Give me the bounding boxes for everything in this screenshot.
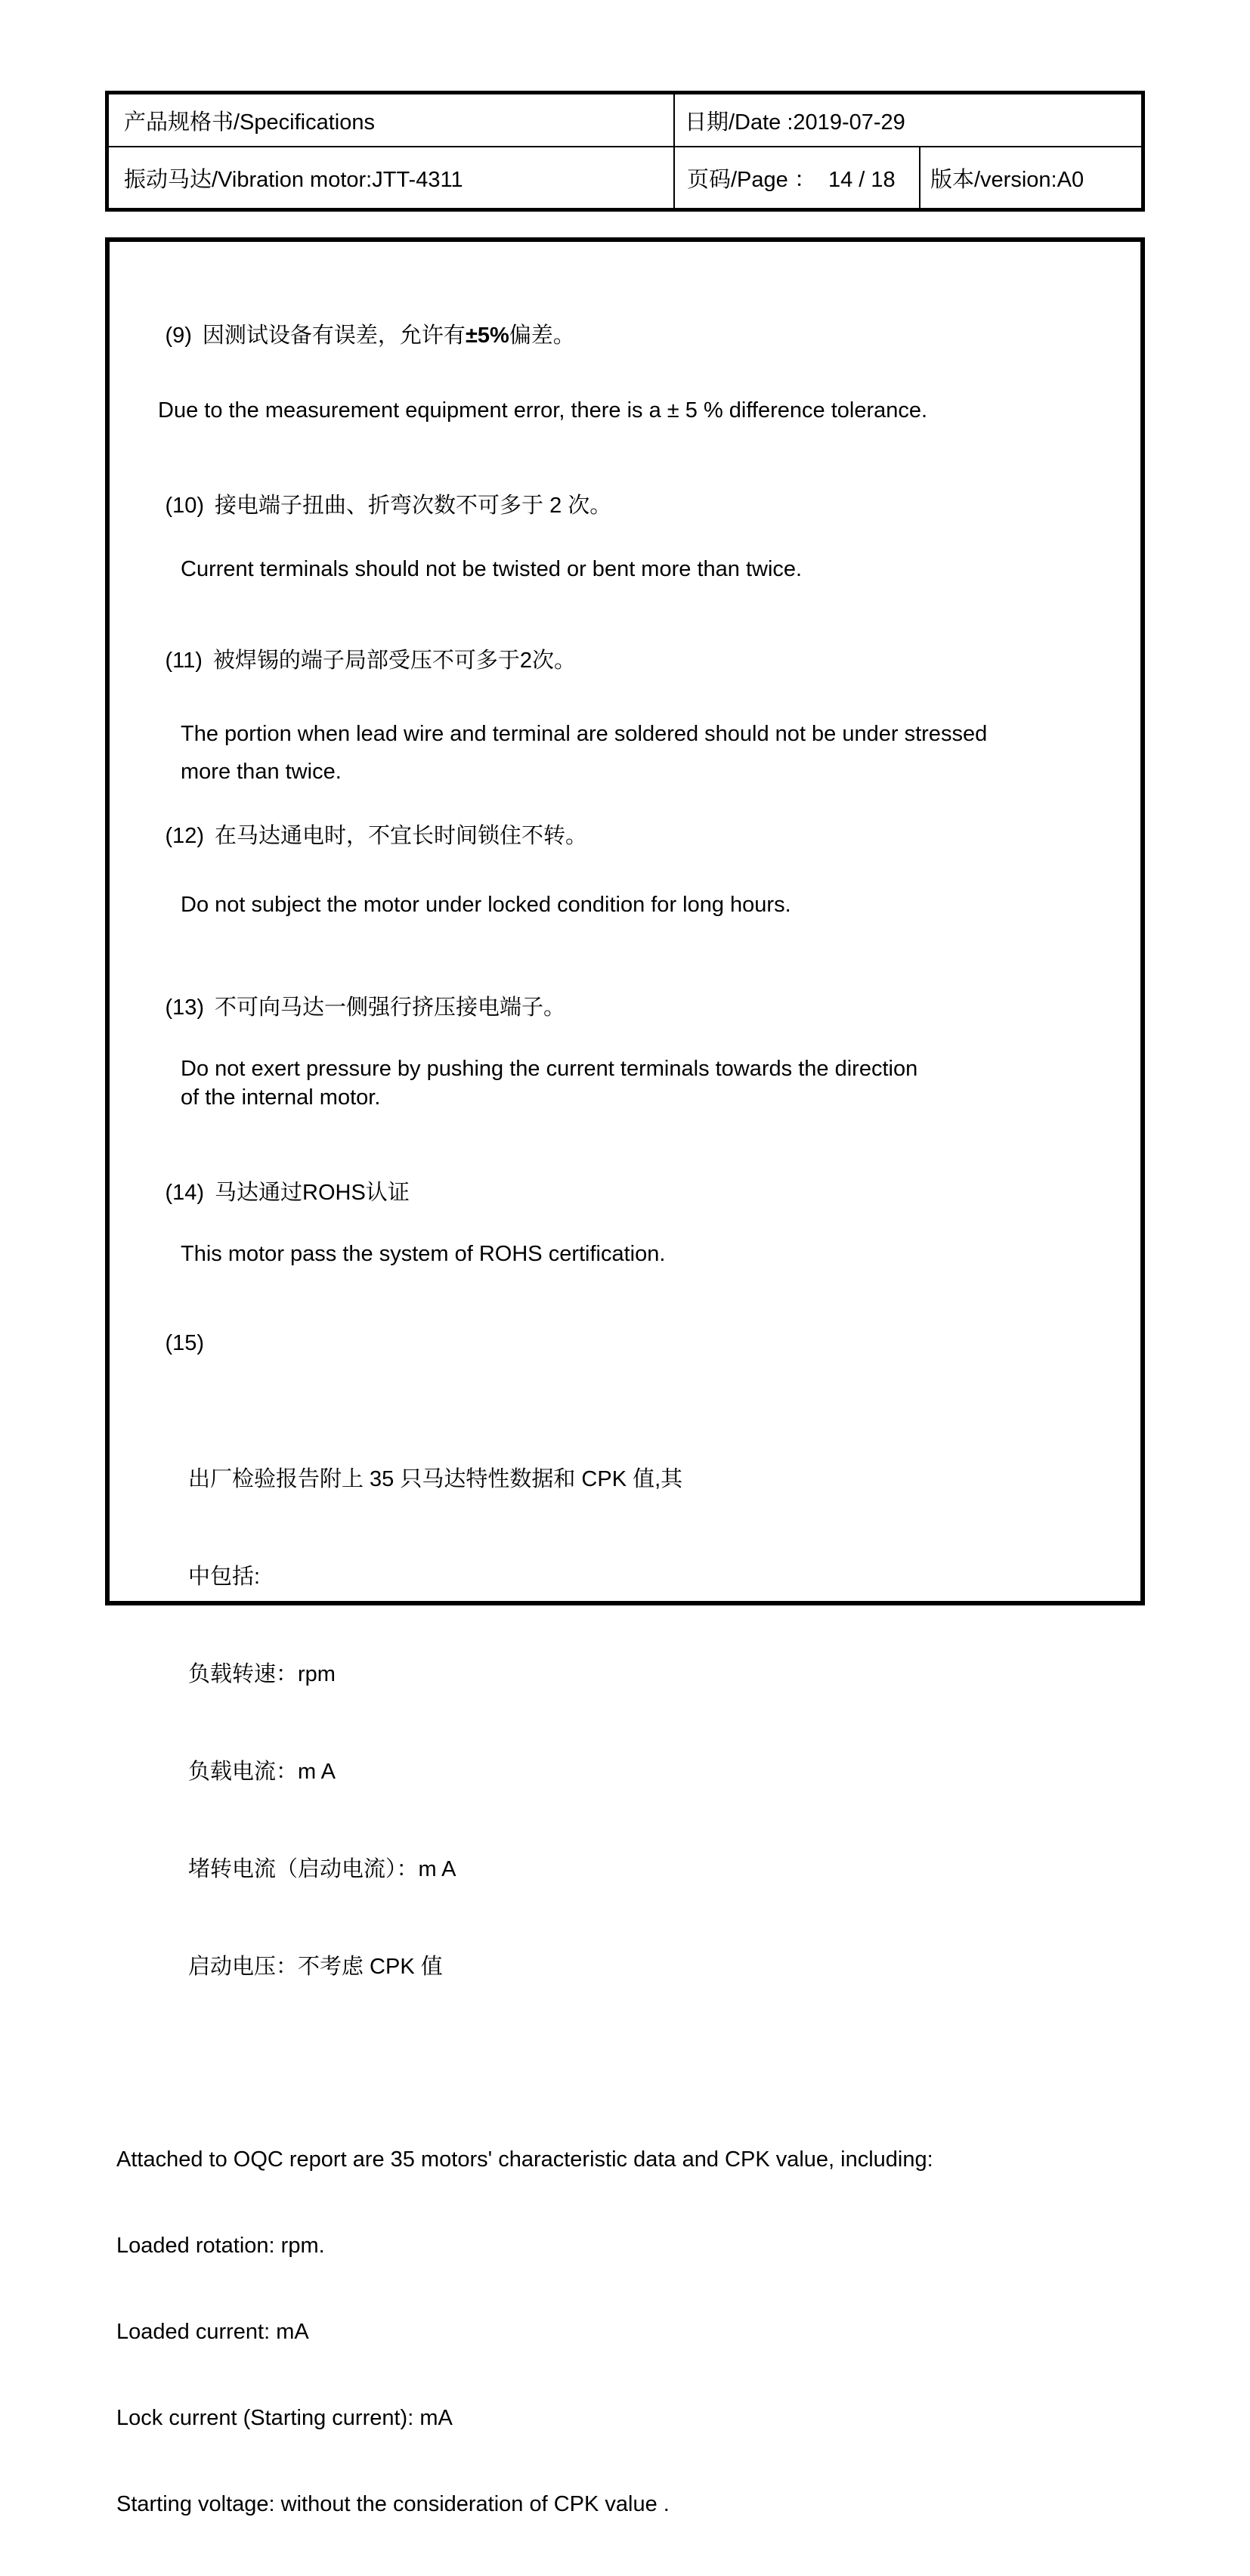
item-13 xyxy=(116,962,1118,1112)
item-15-number: (15) xyxy=(165,1331,205,1355)
item-14 xyxy=(116,1147,1118,1268)
item-15-zh-line-4: 负载电流：m A xyxy=(188,1760,336,1784)
item-15-en-line-1: Attached to OQC report are 35 motors' characteristic data and CPK value, including: xyxy=(116,2147,933,2172)
item-15-en-line-3: Loaded current: mA xyxy=(116,2320,309,2344)
item-15-zh-block xyxy=(116,1398,1118,2048)
item-11-en-block xyxy=(116,715,1118,791)
spec-title-cell xyxy=(109,94,673,147)
product-text: 振动马达/Vibration motor:JTT-4311 xyxy=(124,167,463,192)
spec-title-text: 产品规格书/Specifications xyxy=(124,110,375,135)
item-15-zh-line-2: 中包括: xyxy=(188,1565,261,1589)
item-10-zh-text: 接电端子扭曲、折弯次数不可多于 2 次。 xyxy=(215,494,612,518)
item-15-zh-line-3: 负载转速：rpm xyxy=(188,1662,336,1686)
item-15-en-line-2: Loaded rotation: rpm. xyxy=(116,2234,325,2258)
item-12-en: Do not subject the motor under locked condition for long hours. xyxy=(181,893,791,917)
content-box xyxy=(105,237,1145,2516)
item-11 xyxy=(116,615,1118,791)
item-9-zh-suffix: 偏差。 xyxy=(509,324,575,348)
version-cell xyxy=(919,147,1141,208)
item-10-zh xyxy=(116,460,1118,551)
item-13-zh xyxy=(116,962,1118,1053)
item-11-en-line-2: more than twice. xyxy=(181,760,342,784)
item-13-en-line-1: Do not exert pressure by pushing the current terminals towards the direction xyxy=(181,1057,918,1081)
item-11-number: (11) xyxy=(165,649,203,673)
item-10-en: Current terminals should not be twisted or bent more than twice. xyxy=(181,557,803,581)
item-9-en: Due to the measurement equipment error, there is a ± 5 % difference tolerance. xyxy=(158,398,928,423)
item-9-zh-bold: ±5% xyxy=(465,324,509,348)
item-12-number: (12) xyxy=(165,824,205,848)
item-9-zh xyxy=(116,290,1118,381)
item-11-zh-text: 被焊锡的端子局部受压不可多于2次。 xyxy=(212,649,577,673)
page-number-cell xyxy=(673,147,919,208)
item-14-zh-text: 马达通过ROHS认证 xyxy=(215,1181,410,1205)
item-11-en-line-1: The portion when lead wire and terminal are soldered should not be under stressed xyxy=(181,722,988,746)
item-15-zh-line-6: 启动电压：不考虑 CPK 值 xyxy=(188,1955,443,1979)
item-12 xyxy=(116,791,1118,919)
item-10 xyxy=(116,460,1118,584)
item-15-zh-line-1: 出厂检验报告附上 35 只马达特性数据和 CPK 值,其 xyxy=(188,1467,683,1491)
item-15-en-block xyxy=(116,2088,1118,2576)
item-15-number-line xyxy=(116,1298,1118,1389)
item-14-en: This motor pass the system of ROHS certification. xyxy=(181,1242,666,1266)
version-text: 版本/version:A0 xyxy=(930,167,1084,192)
item-13-en-line-2: of the internal motor. xyxy=(181,1085,381,1110)
item-12-zh xyxy=(116,791,1118,881)
item-13-en-block xyxy=(116,1054,1118,1112)
item-15 xyxy=(116,1298,1118,2576)
item-9-zh-prefix: 因测试设备有误差，允许有 xyxy=(202,324,466,348)
item-10-number: (10) xyxy=(165,494,205,518)
item-14-zh xyxy=(116,1147,1118,1238)
item-13-zh-text: 不可向马达一侧强行挤压接电端子。 xyxy=(215,995,566,1020)
item-13-number: (13) xyxy=(165,995,205,1020)
item-9-number: (9) xyxy=(165,324,192,348)
date-text: 日期/Date :2019-07-29 xyxy=(685,110,905,135)
header-table xyxy=(105,91,1145,212)
item-9 xyxy=(116,290,1118,425)
page-number-text: 页码/Page ： 14 / 18 xyxy=(687,167,896,192)
item-12-zh-text: 在马达通电时，不宜长时间锁住不转。 xyxy=(215,824,588,848)
item-11-zh xyxy=(116,615,1118,706)
item-15-en-line-4: Lock current (Starting current): mA xyxy=(116,2406,453,2430)
product-cell xyxy=(109,147,673,208)
item-15-en-line-5: Starting voltage: without the consideration of CPK value . xyxy=(116,2492,670,2516)
date-cell xyxy=(673,94,1141,147)
item-14-number: (14) xyxy=(165,1181,205,1205)
item-15-zh-line-5: 堵转电流（启动电流）：m A xyxy=(188,1857,456,1881)
